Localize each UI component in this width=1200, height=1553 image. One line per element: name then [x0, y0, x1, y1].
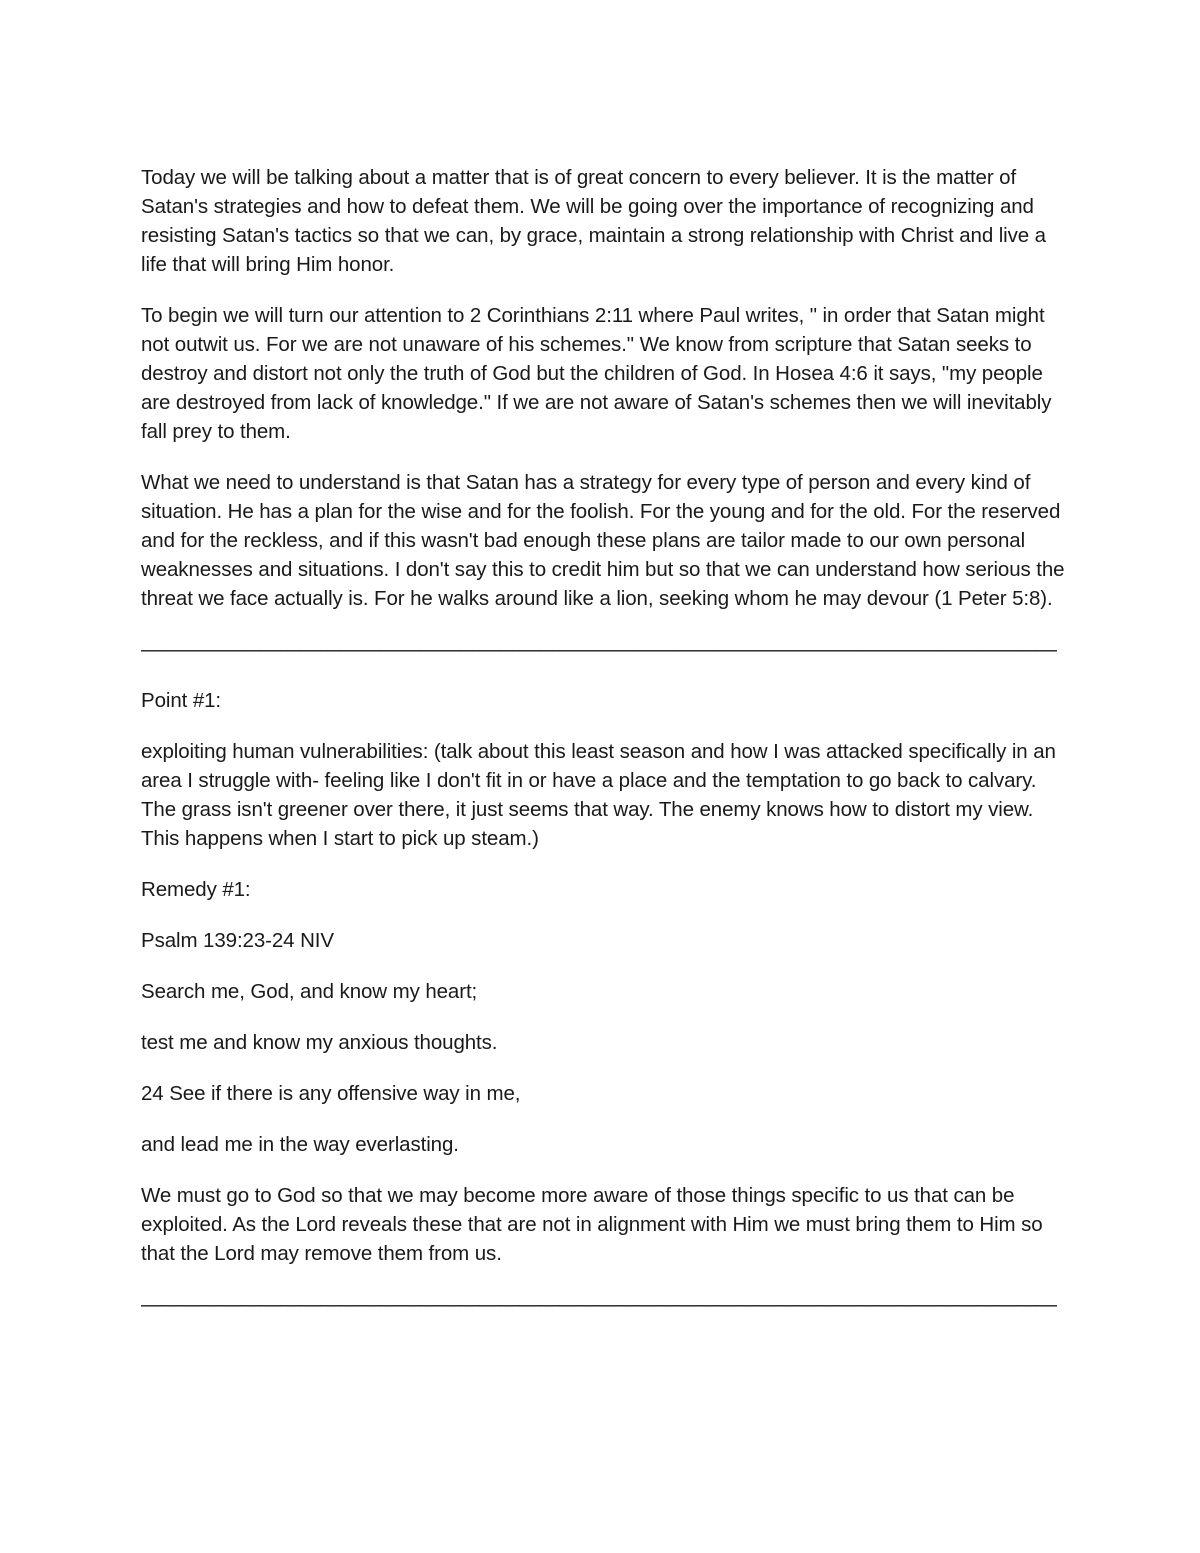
point-text: exploiting human vulnerabilities: (talk about this least season and how I was attacked specifically in an area I struggle with- feeling like I don't fit in or have a place and the temptation to go back to calvary. The grass isn't greener over there, it just seems that way. The enemy knows how to distort my view. This happens when I start to pick up steam.) — [141, 740, 1056, 850]
remedy-heading: Remedy #1: — [141, 878, 251, 901]
scripture-line: and lead me in the way everlasting. — [141, 1133, 459, 1156]
scripture-context-paragraph: To begin we will turn our attention to 2 Corinthians 2:11 where Paul writes, " in order that Satan might not outwit us. For we are not unaware of his schemes." We know from scripture that Satan seeks to destroy and distort not only the truth of God but the children of God. In Hosea 4:6 it says, "my people are destroyed from lack of knowledge." If we are not aware of Satan's schemes then we will inevitably fall prey to them. — [141, 304, 1052, 443]
section-divider: —————————————————————————————————————————————— — [141, 1293, 1057, 1316]
scripture-line: Search me, God, and know my heart; — [141, 980, 478, 1003]
closing-paragraph: We must go to God so that we may become more aware of those things specific to us that can be exploited. As the Lord reveals these that are not in alignment with Him we must bring them to Him so that the Lord may remove them from us. — [141, 1184, 1043, 1265]
intro-paragraph: Today we will be talking about a matter that is of great concern to every believer. It is the matter of Satan's strategies and how to defeat them. We will be going over the importance of recognizing and resisting Satan's tactics so that we can, by grace, maintain a strong relationship with Christ and live a life that will bring Him honor. — [141, 166, 1046, 276]
strategy-paragraph: What we need to understand is that Satan has a strategy for every type of person and every kind of situation. He has a plan for the wise and for the foolish. For the young and for the old. For the reserved and for the reckless, and if this wasn't bad enough these plans are tailor made to our own personal weaknesses and situations. I don't say this to credit him but so that we can understand how serious the threat we face actually is. For he walks around like a lion, seeking whom he may devour (1 Peter 5:8). — [141, 471, 1065, 610]
section-divider: —————————————————————————————————————————————— — [141, 638, 1057, 661]
document-page — [141, 163, 1071, 1341]
scripture-reference: Psalm 139:23-24 NIV — [141, 929, 334, 952]
scripture-line: 24 See if there is any offensive way in me, — [141, 1082, 521, 1105]
scripture-line: test me and know my anxious thoughts. — [141, 1031, 498, 1054]
point-heading: Point #1: — [141, 689, 222, 712]
